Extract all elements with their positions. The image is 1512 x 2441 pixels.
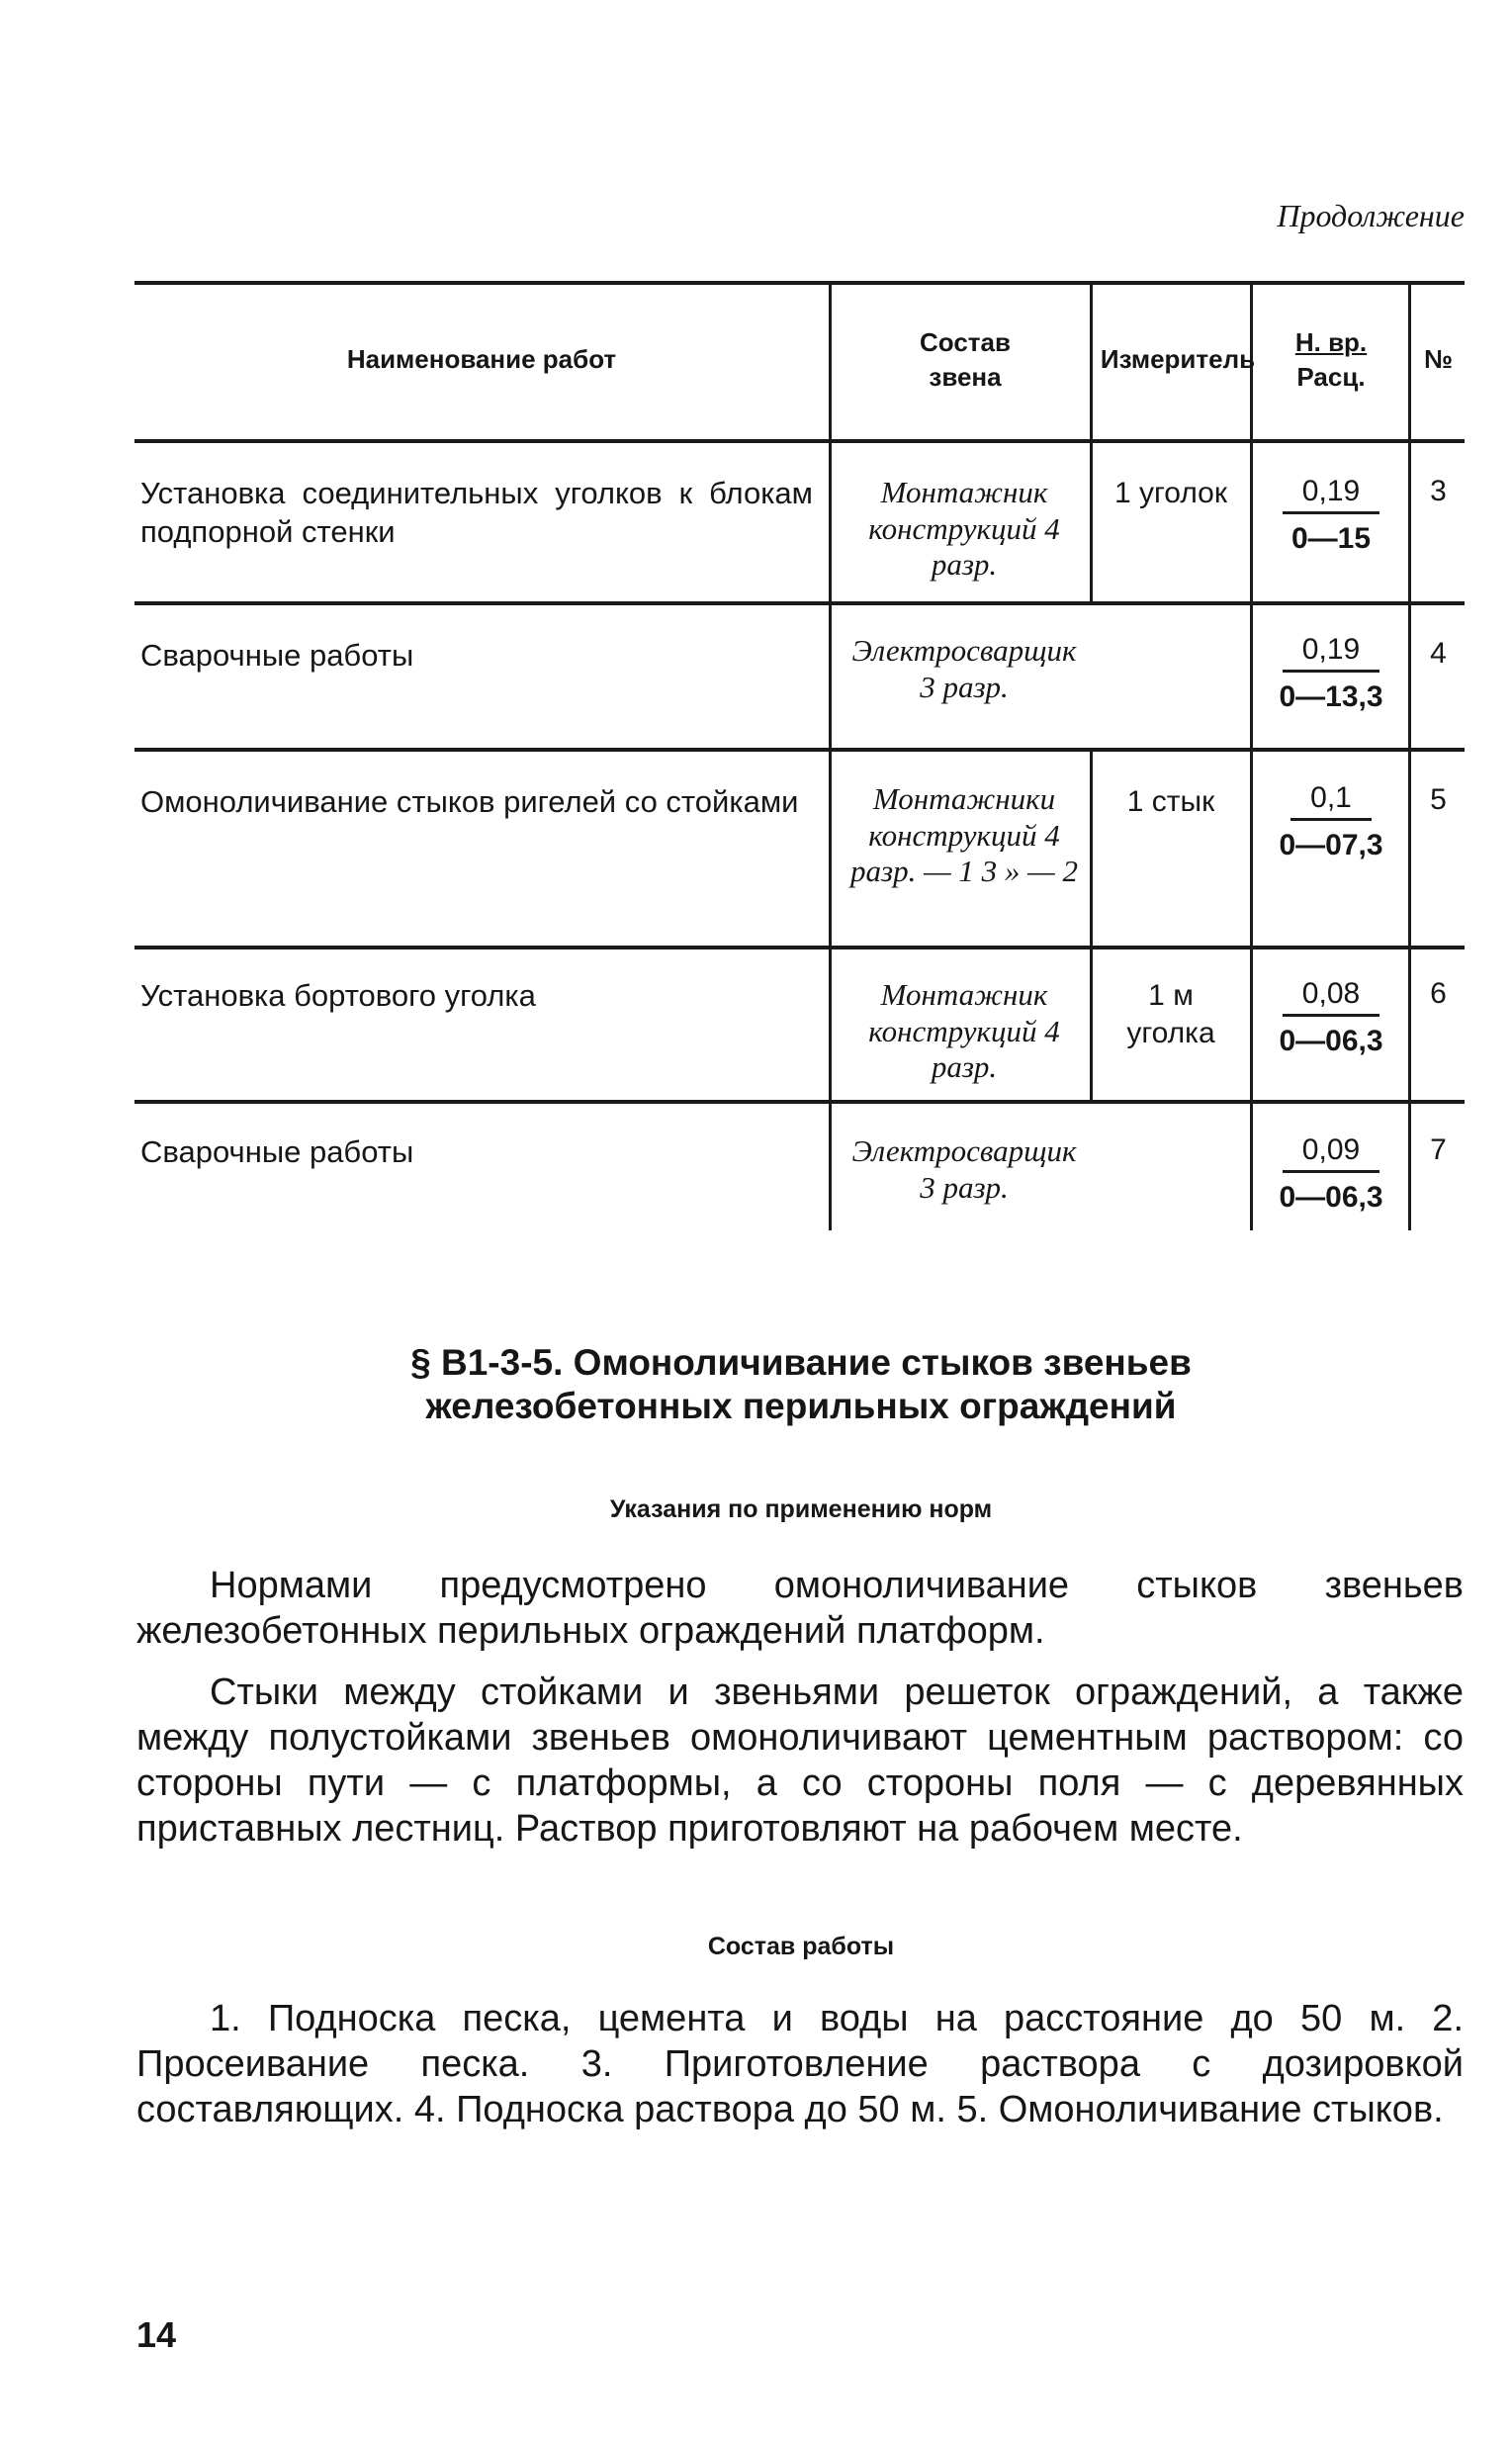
norms-table (134, 281, 1465, 1230)
row-5-number: 7 (1430, 1133, 1447, 1166)
row-5-crew: Электросварщик 3 разр. (851, 1133, 1077, 1205)
section-title-line-1: § В1-3-5. Омоноличивание стыков звеньев (410, 1342, 1192, 1383)
column-divider (1090, 946, 1093, 1100)
column-divider (1090, 439, 1093, 601)
row-rule (134, 946, 1465, 949)
row-3-crew: Монтажники конструкций 4 разр. — 1 3 » — 2 (850, 781, 1078, 889)
paragraph-2: Стыки между стойками и звеньями решеток ограждений, а также между полустойками звеньев омоноличивают цементным раствором: со стороны пути — с платформы, а со стороны поля — с деревянных приставных лестниц. Раствор приготовляют на рабочем месте. (136, 1672, 1464, 1850)
header-rate: Расц. (1296, 362, 1366, 392)
row-3-rate: 0—07,3 (1279, 829, 1383, 861)
column-divider (1090, 748, 1093, 946)
row-2-norm (1254, 633, 1408, 713)
row-3-name: Омоноличивание стыков ригелей со стойками (140, 784, 799, 819)
row-5-norm-time: 0,09 (1283, 1133, 1379, 1173)
work-heading: Состав работы (707, 1933, 895, 1960)
header-norm (1254, 281, 1408, 439)
row-rule (134, 1100, 1465, 1104)
column-divider (1090, 281, 1093, 439)
column-divider (1250, 281, 1253, 1230)
row-4-number: 6 (1430, 977, 1447, 1010)
header-name: Наименование работ (346, 344, 617, 375)
row-5-rate: 0—06,3 (1279, 1181, 1383, 1214)
row-2-number: 4 (1430, 637, 1447, 670)
row-1-norm-time: 0,19 (1283, 475, 1379, 514)
row-1-crew: Монтажник конструкций 4 разр. (868, 475, 1060, 583)
row-4-measure: 1 м уголка (1126, 979, 1215, 1049)
row-rule (134, 601, 1465, 605)
row-rule (134, 748, 1465, 752)
column-divider (1408, 281, 1411, 1230)
guidelines-heading: Указания по применению норм (609, 1495, 993, 1523)
section-title-line-2: железобетонных перильных ограждений (425, 1386, 1177, 1427)
header-measure: Измеритель (1100, 344, 1256, 375)
row-2-rate: 0—13,3 (1279, 680, 1383, 713)
row-1-measure: 1 уголок (1114, 477, 1227, 509)
row-3-measure: 1 стык (1126, 785, 1215, 818)
header-norm-time: Н. вр. (1294, 326, 1368, 357)
header-number: № (1424, 344, 1453, 375)
header-crew: Состав звена (920, 326, 1011, 392)
row-4-rate: 0—06,3 (1279, 1025, 1383, 1057)
row-3-norm-time: 0,1 (1290, 781, 1372, 821)
row-3-number: 5 (1430, 783, 1447, 816)
header-bottom-rule (134, 439, 1465, 443)
row-5-norm (1254, 1133, 1408, 1214)
section-title (138, 1341, 1464, 1429)
row-4-norm (1254, 977, 1408, 1057)
row-2-name: Сварочные работы (140, 638, 414, 673)
row-1-norm (1254, 475, 1408, 555)
row-1-rate: 0—15 (1290, 522, 1372, 555)
row-1-name: Установка соединительных уголков к блокам подпорной стенки (140, 476, 813, 549)
row-4-norm-time: 0,08 (1283, 977, 1379, 1017)
work-list: 1. Подноска песка, цемента и воды на расстояние до 50 м. 2. Просеивание песка. 3. Приготовление раствора с дозировкой составляющих. 4. Подноска раствора до 50 м. 5. Омоноличивание стыков. (136, 1998, 1464, 2130)
row-2-norm-time: 0,19 (1283, 633, 1379, 673)
row-1-number: 3 (1430, 475, 1447, 507)
page-number: 14 (136, 2314, 177, 2355)
row-5-name: Сварочные работы (140, 1134, 414, 1169)
row-3-norm (1254, 781, 1408, 861)
continuation-label: Продолжение (1277, 198, 1465, 233)
row-4-crew: Монтажник конструкций 4 разр. (868, 977, 1060, 1085)
paragraph-1: Нормами предусмотрено омоноличивание стыков звеньев железобетонных перильных ограждений платформ. (136, 1565, 1464, 1652)
column-divider (829, 281, 832, 1230)
row-4-name: Установка бортового уголка (140, 978, 536, 1013)
row-2-crew: Электросварщик 3 разр. (851, 633, 1077, 704)
